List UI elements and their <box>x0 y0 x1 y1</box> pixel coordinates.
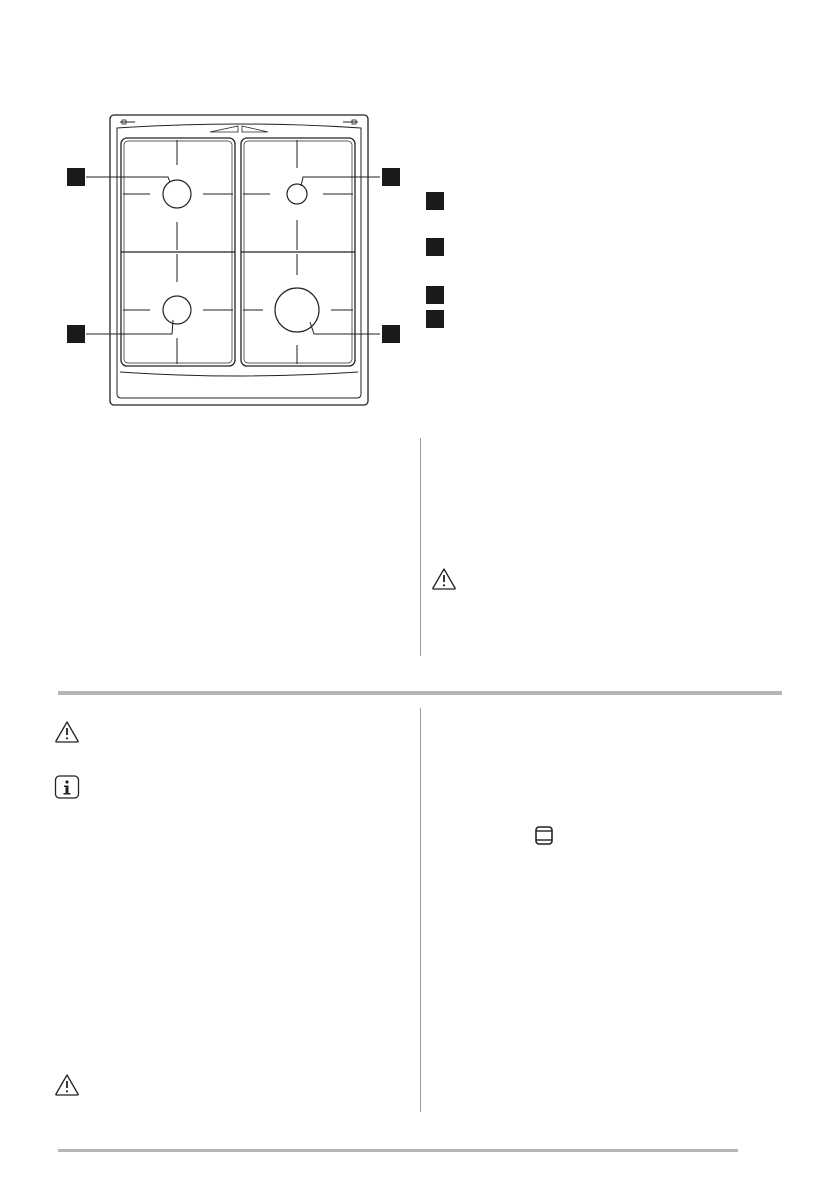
legend-marker-2 <box>426 238 444 256</box>
oven-function-icon <box>534 825 554 847</box>
burner-bottom-right <box>243 254 353 364</box>
warning-triangle-icon <box>431 567 457 591</box>
legend-marker-1 <box>426 192 444 210</box>
section-rule <box>58 691 782 695</box>
hob-diagram <box>60 110 420 410</box>
burner-top-left <box>123 140 233 250</box>
callout-leader-3 <box>86 320 173 334</box>
callout-marker-2 <box>382 168 400 186</box>
callout-leader-1 <box>86 177 170 182</box>
callout-leader-4 <box>310 322 380 334</box>
legend-marker-3 <box>426 286 444 304</box>
hob-front-edge <box>120 372 358 376</box>
center-notch <box>210 126 268 132</box>
hob-outer-frame <box>110 115 368 405</box>
legend-marker-4 <box>426 310 444 328</box>
callout-marker-3 <box>67 325 85 343</box>
top-left-indicator <box>120 120 135 124</box>
hob-inner-frame <box>117 124 361 398</box>
footer-rule <box>58 1149 738 1152</box>
column-divider-lower <box>420 708 421 1112</box>
callout-marker-4 <box>382 325 400 343</box>
warning-triangle-icon <box>54 1073 80 1097</box>
column-divider-upper <box>420 438 421 656</box>
top-right-indicator <box>343 120 358 124</box>
warning-triangle-icon <box>54 720 80 744</box>
information-icon <box>54 774 80 800</box>
callout-marker-1 <box>67 168 85 186</box>
burner-top-right <box>243 140 353 250</box>
burner-bottom-left <box>123 254 233 364</box>
